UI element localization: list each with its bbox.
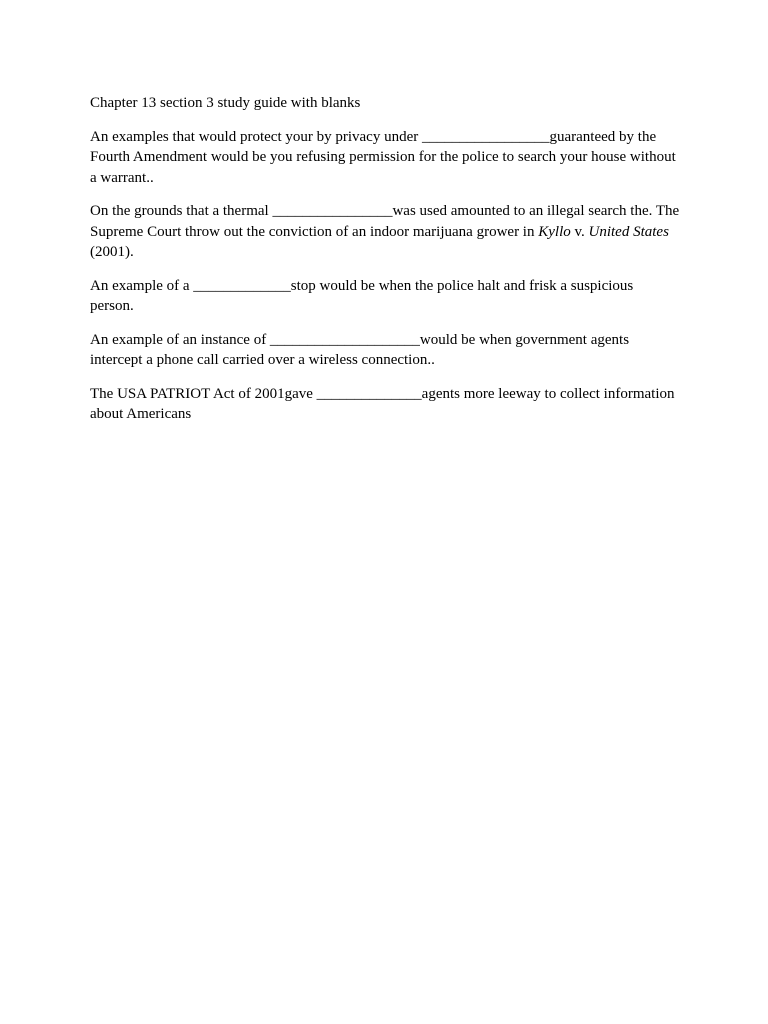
paragraph-thermal	[90, 201, 687, 263]
paragraph-thermal-text: On the grounds that a thermal ________________was used amounted to an illegal search the. The Supreme Court throw out the conviction of an indoor marijuana grower in	[90, 203, 687, 240]
document-title: Chapter 13 section 3 study guide with blanks	[90, 95, 361, 111]
case-name-kyllo: Kyllo	[538, 223, 571, 240]
paragraph-wiretap: An example of an instance of ____________________would be when government agents intercept a phone call carried over a wireless connection..	[90, 331, 633, 368]
paragraph-patriot-act: The USA PATRIOT Act of 2001gave ______________agents more leeway to collect information about Americans	[90, 385, 679, 422]
document-body	[90, 93, 687, 438]
paragraph-stop: An example of a _____________stop would be when the police halt and frisk a suspicious person.	[90, 277, 637, 314]
case-versus: v.	[570, 223, 589, 240]
case-year: (2001).	[90, 223, 673, 260]
case-name-united-states: United States	[588, 223, 669, 240]
paragraph-privacy: An examples that would protect your by privacy under _________________guaranteed by the Fourth Amendment would be you refusing permission for the police to search your house without a warrant..	[90, 128, 680, 186]
